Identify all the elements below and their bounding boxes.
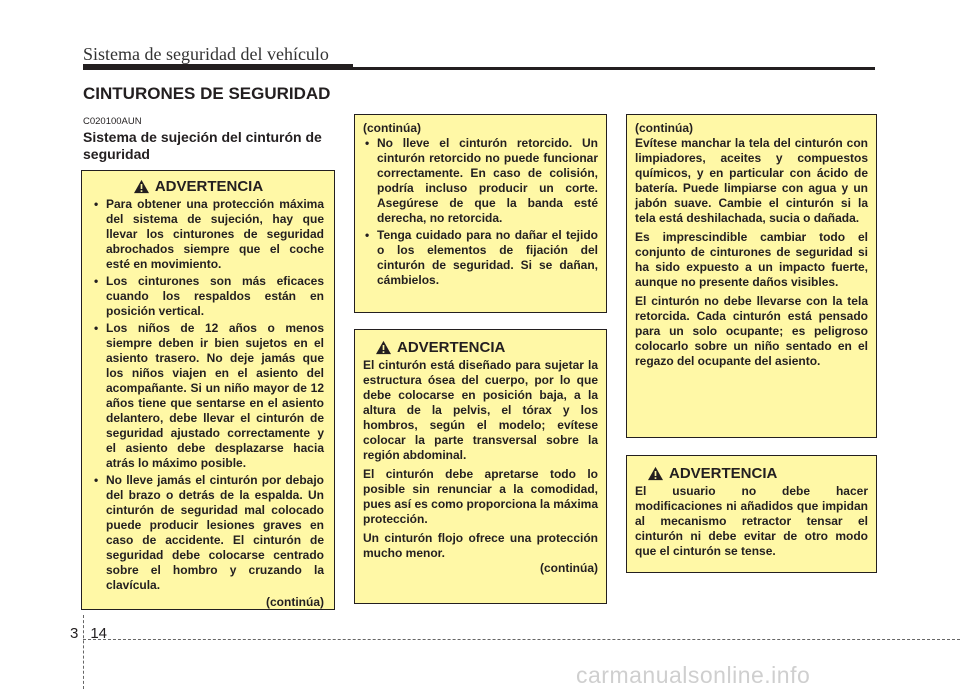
continued-heading: (continúa) [363,121,421,135]
warning-list [92,197,324,593]
header-tab-bar [83,64,353,70]
warning-header [647,466,868,481]
warning-paragraph: El usuario no debe hacer modificaciones ni añadidos que impidan al mecanismo retractor tensar el cinturón ni debe evitar de otro modo que el cinturón se tense. [635,484,868,558]
page-number-value: 14 [90,625,108,642]
warning-paragraph: El cinturón está diseñado para sujetar la estructura ósea del cuerpo, por lo que debe colocarse en posición baja, a la altura de la pelvis, el tórax y los hombros, según el modelo; evítese colocar la parte transversal sobre la región abdominal. [363,358,598,462]
continued-heading: (continúa) [635,121,693,135]
section-code: C020100AUN [83,116,142,127]
warning-icon [133,179,150,194]
watermark-text: carmanualsonline.info [576,662,811,688]
warning-header [72,179,324,194]
continued-paragraph: El cinturón no debe llevarse con la tela retorcida. Cada cinturón está pensado para un solo ocupante; es peligroso colocarlo sobre un niño sentado en el regazo del ocupante del asiento. [635,294,868,368]
warning-icon [647,466,664,481]
list-item: • Los niños de 12 años o menos siempre deben ir bien sujetos en el asiento trasero. No deje jamás que los niños viajen en el asiento del acompañante. Si un niño mayor de 12 años tiene que sentarse en el asiento delantero, debe llevar el cinturón de seguridad ajustado correctamente y el asiento debe desplazarse hacia atrás lo máximo posible. [92,321,324,471]
continued-list [363,136,598,288]
continued-box-1 [354,114,607,313]
list-item: • No lleve el cinturón retorcido. Un cinturón retorcido no puede funcionar correctamente. En caso de colisión, podría incluso producir un corte. Asegúrese de que la banda esté derecha, no retorcida. [363,136,598,226]
continued-box-2 [626,114,877,438]
continues-label: (continúa) [266,595,324,609]
section-title: CINTURONES DE SEGURIDAD [83,84,331,103]
warning-title: ADVERTENCIA [669,465,778,482]
continued-paragraph: Evítese manchar la tela del cinturón con limpiadores, aceites y compuestos químicos, y en particular con ácido de batería. Puede limpiarse con agua y un jabón suave. Cambie el cinturón si la tela está deshilachada, sucia o dañada. [635,136,868,225]
continued-paragraph: Es imprescindible cambiar todo el conjunto de cinturones de seguridad si ha sido expuesto a un impacto fuerte, aunque no presente daños visibles. [635,230,868,289]
warning-box-2 [354,329,607,604]
footer-divider [83,639,960,640]
subsection-title: Sistema de sujeción del cinturón de seguridad [83,129,322,162]
warning-box-1 [81,170,335,610]
warning-paragraph: El cinturón debe apretarse todo lo posible sin renunciar a la comodidad, pues así es como proporciona la máxima protección. [363,467,598,526]
list-item: • No lleve jamás el cinturón por debajo del brazo o detrás de la espalda. Un cinturón de seguridad mal colocado puede producir lesiones graves en caso de accidente. El cinturón de seguridad debe colocarse centrado sobre el hombro y cruzando la clavícula. [92,473,324,593]
page-number [70,625,119,642]
continues-label: (continúa) [540,561,598,575]
warning-paragraph: Un cinturón flojo ofrece una protección mucho menor. [363,531,598,560]
warning-header [375,340,598,355]
list-item: • Los cinturones son más eficaces cuando los respaldos están en posición vertical. [92,274,324,319]
warning-title: ADVERTENCIA [154,178,264,195]
list-item: • Para obtener una protección máxima del sistema de sujeción, hay que llevar los cinturones de seguridad abrochados siempre que el coche esté en movimiento. [92,197,324,272]
list-item: • Tenga cuidado para no dañar el tejido o los elementos de fijación del cinturón de seguridad. Si se dañan, cámbielos. [363,228,598,288]
warning-box-3 [626,455,877,573]
warning-title: ADVERTENCIA [397,339,506,356]
warning-icon [375,340,392,355]
chapter-number: 3 [70,625,79,642]
page-header-title: Sistema de seguridad del vehículo [83,44,329,64]
